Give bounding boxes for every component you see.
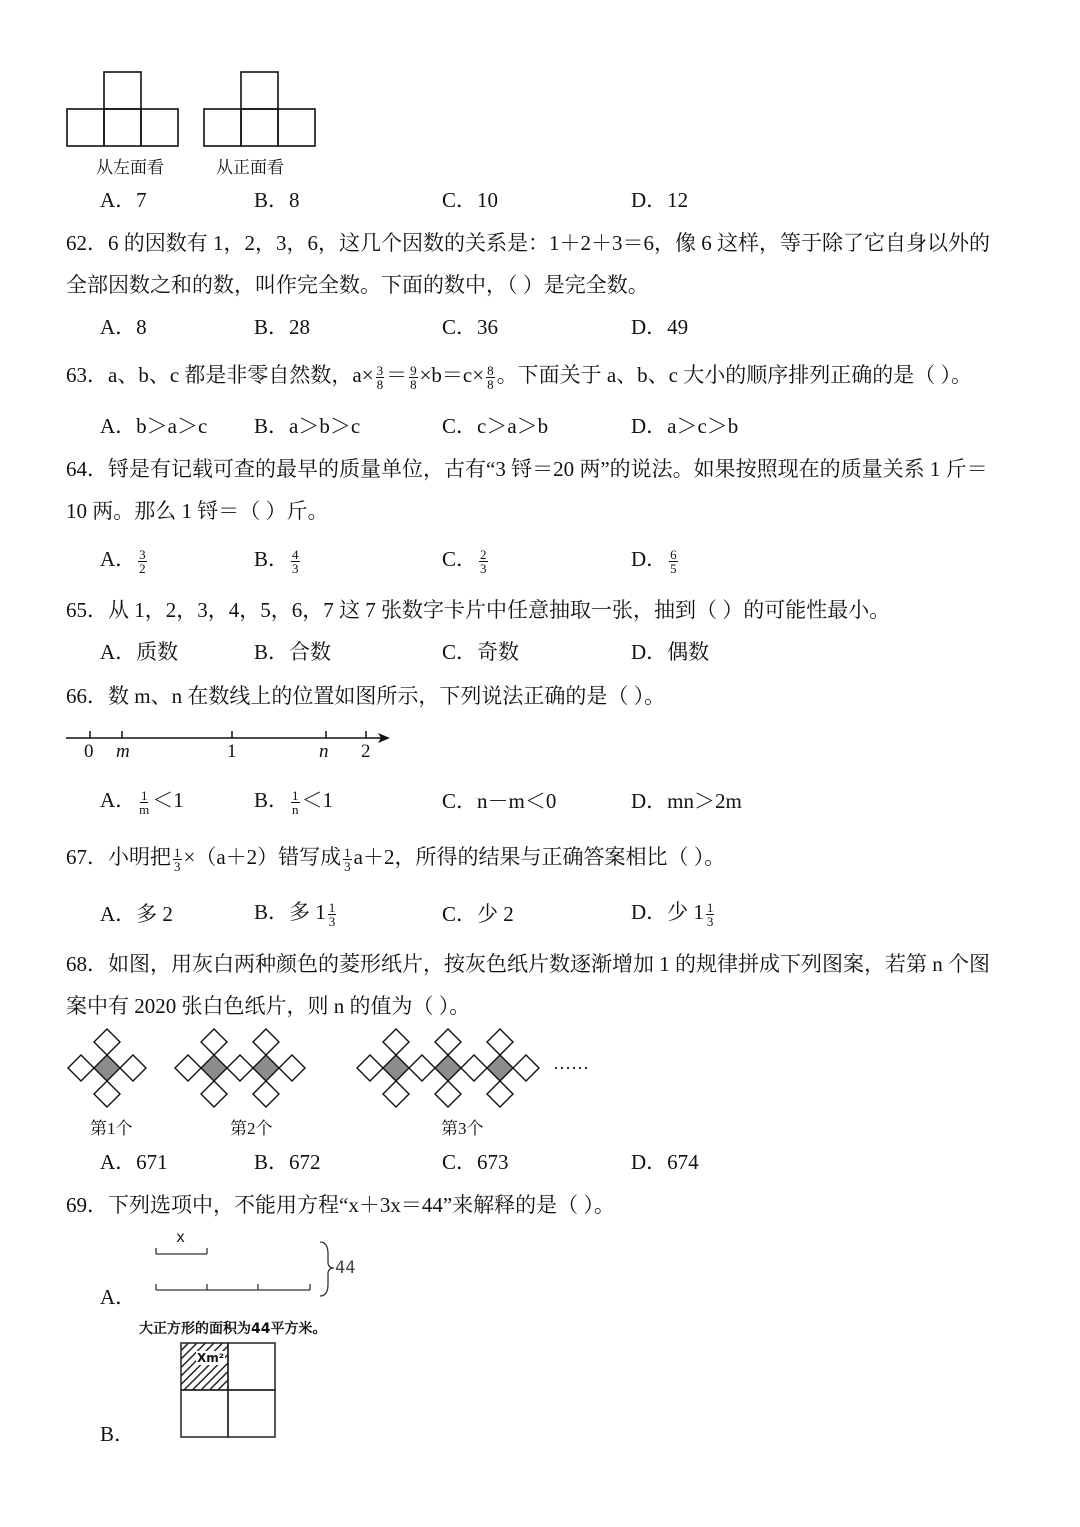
q69-option-a[interactable]: A． [100, 1285, 137, 1309]
pattern-caption-3: 第3个 [441, 1119, 484, 1138]
number-line-label-n: n [319, 741, 329, 762]
q66-option-d[interactable]: D．mn＞2m [631, 789, 742, 813]
white-rhombus-tile [201, 1029, 227, 1055]
white-rhombus-tile [253, 1081, 279, 1107]
q61-option-b[interactable]: B．8 [254, 188, 300, 212]
square-cell-label: Xm² [197, 1351, 225, 1365]
number-line-label-0: 0 [84, 741, 94, 762]
white-rhombus-tile [201, 1081, 227, 1107]
view-from-left-figure [66, 70, 186, 150]
gray-rhombus-tile [487, 1055, 513, 1081]
q63-option-d[interactable]: D．a＞c＞b [631, 414, 739, 438]
pattern-caption-2: 第2个 [230, 1119, 273, 1138]
rhombus-pattern-figure [0, 1030, 560, 1110]
q66-option-c[interactable]: C．n－m＜0 [442, 789, 557, 813]
q62-option-a[interactable]: A．8 [100, 315, 147, 339]
q67-fraction-1: $\frac{1}{3}$ [174, 844, 181, 874]
q65-line-1: 65．从 1，2，3，4，5，6，7 这 7 张数字卡片中任意抽取一张，抽到（ ）的可能性最小。 [66, 598, 891, 622]
number-line-label-2: 2 [361, 741, 371, 762]
q69-option-b[interactable]: B． [100, 1422, 136, 1446]
white-rhombus-tile [513, 1055, 539, 1081]
q63-option-c[interactable]: C．c＞a＞b [442, 414, 549, 438]
white-rhombus-tile [357, 1055, 383, 1081]
view-from-front-figure [203, 70, 323, 150]
white-rhombus-tile [487, 1029, 513, 1055]
q63-line-1 [66, 360, 972, 391]
q61-option-d[interactable]: D．12 [631, 188, 689, 212]
number-line-label-m: m [116, 741, 130, 762]
white-rhombus-tile [383, 1081, 409, 1107]
white-rhombus-tile [435, 1081, 461, 1107]
q62-option-b[interactable]: B．28 [254, 315, 311, 339]
white-rhombus-tile [435, 1029, 461, 1055]
q67-line-1: 67．小明把 $\frac{1}{3}$ ×（a＋2）错写成 $\frac{1}{3}$ a＋2，所得的结果与正确答案相比（ ）。 [66, 844, 726, 874]
q62-line-2: 全部因数之和的数，叫作完全数。下面的数中，（ ）是完全数。 [66, 273, 649, 297]
pattern-caption-1: 第1个 [90, 1119, 133, 1138]
q63-fraction-2: $\frac{9}{8}$ [410, 362, 417, 392]
white-rhombus-tile [383, 1029, 409, 1055]
q62-line-1: 62．6 的因数有 1，2，3，6，这几个因数的关系是：1＋2＋3＝6，像 6 这样，等于除了它自身以外的 [66, 231, 990, 255]
q64-option-b[interactable]: B． $\frac{4}{3}$ [254, 546, 299, 576]
q68-option-d[interactable]: D．674 [631, 1150, 699, 1174]
square-diagram-caption: 大正方形的面积为44平方米。 [139, 1321, 327, 1337]
q65-option-d[interactable]: D．偶数 [631, 640, 710, 664]
white-rhombus-tile [227, 1055, 253, 1081]
q63-fraction-3: $\frac{8}{8}$ [487, 362, 494, 392]
q63-mid: ×b＝c× [419, 363, 485, 387]
q65-option-c[interactable]: C．奇数 [442, 640, 520, 664]
white-rhombus-tile [409, 1055, 435, 1081]
caption-view-left: 从左面看 [96, 158, 164, 177]
q64-option-c[interactable]: C． $\frac{2}{3}$ [442, 546, 487, 576]
q62-option-c[interactable]: C．36 [442, 315, 499, 339]
white-rhombus-tile [175, 1055, 201, 1081]
q68-option-a[interactable]: A．671 [100, 1150, 168, 1174]
q67-option-b[interactable]: B．多 1 $\frac{1}{3}$ [254, 899, 336, 929]
q63-prefix: 63．a、b、c 都是非零自然数，a× [66, 363, 374, 387]
caption-view-front: 从正面看 [216, 158, 284, 177]
q67-option-c[interactable]: C．少 2 [442, 902, 514, 926]
segment-label-x: x [176, 1228, 186, 1246]
segment-label-44: 44 [335, 1258, 356, 1278]
white-rhombus-tile [487, 1081, 513, 1107]
q61-option-a[interactable]: A．7 [100, 188, 147, 212]
q64-option-a[interactable]: A． $\frac{3}{2}$ [100, 546, 146, 576]
q64-line-1: 64．锊是有记载可查的最早的质量单位，古有“3 锊＝20 两”的说法。如果按照现在的质量关系 1 斤＝ [66, 457, 988, 481]
white-rhombus-tile [94, 1081, 120, 1107]
q68-option-b[interactable]: B．672 [254, 1150, 321, 1174]
q65-option-b[interactable]: B．合数 [254, 640, 332, 664]
q63-option-b[interactable]: B．a＞b＞c [254, 414, 361, 438]
white-rhombus-tile [279, 1055, 305, 1081]
q66-option-b[interactable]: B． $\frac{1}{n}$ ＜1 [254, 787, 334, 817]
q68-option-c[interactable]: C．673 [442, 1150, 509, 1174]
gray-rhombus-tile [94, 1055, 120, 1081]
pattern-ellipsis: …… [553, 1053, 589, 1073]
white-rhombus-tile [94, 1029, 120, 1055]
q62-option-d[interactable]: D．49 [631, 315, 689, 339]
q66-option-a[interactable]: A． $\frac{1}{m}$ ＜1 [100, 787, 184, 817]
q64-option-d[interactable]: D． $\frac{6}{5}$ [631, 546, 677, 576]
q67-option-a[interactable]: A．多 2 [100, 902, 173, 926]
q67-option-d[interactable]: D．少 1 $\frac{1}{3}$ [631, 899, 714, 929]
q63-equals: ＝ [386, 363, 408, 387]
white-rhombus-tile [120, 1055, 146, 1081]
white-rhombus-tile [461, 1055, 487, 1081]
gray-rhombus-tile [253, 1055, 279, 1081]
gray-rhombus-tile [383, 1055, 409, 1081]
white-rhombus-tile [68, 1055, 94, 1081]
q63-fraction-1: $\frac{3}{8}$ [376, 362, 384, 392]
q67-fraction-2: $\frac{1}{3}$ [344, 844, 351, 874]
q69-line-1: 69．下列选项中，不能用方程“x＋3x＝44”来解释的是（ ）。 [66, 1193, 615, 1217]
q64-line-2: 10 两。那么 1 锊＝（ ）斤。 [66, 499, 329, 523]
q66-line-1: 66．数 m、n 在数线上的位置如图所示，下列说法正确的是（ ）。 [66, 684, 666, 708]
gray-rhombus-tile [435, 1055, 461, 1081]
q68-line-1: 68．如图，用灰白两种颜色的菱形纸片，按灰色纸片数逐渐增加 1 的规律拼成下列图案，若第 n 个图 [66, 952, 990, 976]
gray-rhombus-tile [201, 1055, 227, 1081]
square-diagram [180, 1342, 278, 1440]
number-line-label-1: 1 [227, 741, 237, 762]
q63-option-a[interactable]: A．b＞a＞c [100, 414, 208, 438]
q63-suffix: 。下面关于 a、b、c 大小的顺序排列正确的是（ ）。 [496, 363, 972, 387]
q65-option-a[interactable]: A．质数 [100, 640, 179, 664]
q68-line-2: 案中有 2020 张白色纸片，则 n 的值为（ ）。 [66, 994, 471, 1018]
q61-option-c[interactable]: C．10 [442, 188, 499, 212]
white-rhombus-tile [253, 1029, 279, 1055]
